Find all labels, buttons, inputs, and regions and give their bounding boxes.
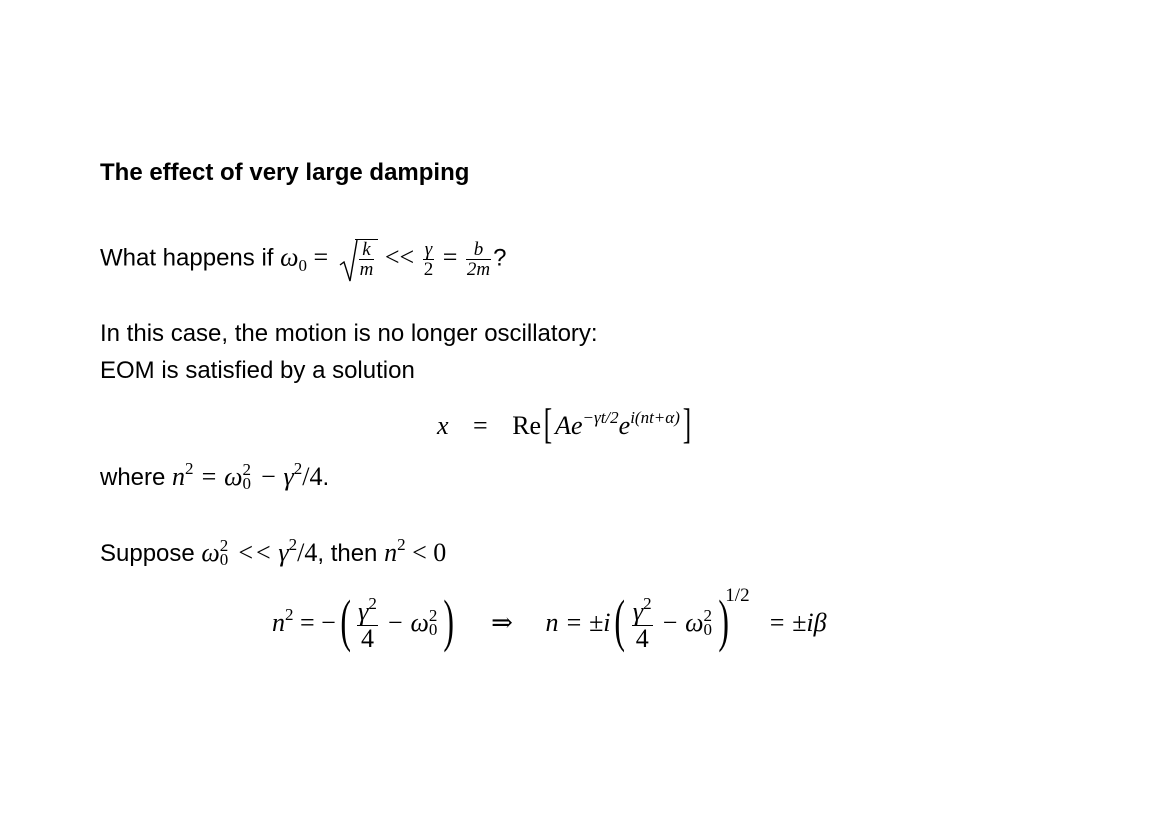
frac-b: b bbox=[466, 240, 491, 260]
eqn-gamma-sq-2: 2 bbox=[643, 593, 652, 613]
eq-x-ae: Ae bbox=[555, 410, 583, 440]
where-eq-omega: = ω bbox=[193, 462, 243, 491]
eqn-gamma-2: γ bbox=[632, 596, 644, 626]
suppose-lt-zero: < 0 bbox=[405, 538, 447, 567]
suppose-omega: ω bbox=[201, 538, 220, 567]
paragraph-1: In this case, the motion is no longer oscillatory: bbox=[100, 320, 598, 347]
question-prefix: What happens if bbox=[100, 244, 281, 272]
where-omega-sub: 0 bbox=[242, 473, 251, 493]
eqn-omega-supsub-2 bbox=[703, 606, 712, 639]
frac-2m: 2m bbox=[466, 258, 491, 280]
suppose-line bbox=[100, 535, 447, 569]
eqn-omega-supsub bbox=[428, 606, 438, 639]
suppose-then: , then bbox=[317, 540, 385, 567]
eqn-gamma-sq: 2 bbox=[368, 593, 377, 613]
frac-m: m bbox=[359, 259, 374, 280]
frac-gamma: γ bbox=[424, 238, 433, 260]
solution-equation bbox=[437, 402, 694, 449]
right-paren-2: ) bbox=[718, 588, 729, 653]
eqn-n-sq: 2 bbox=[285, 604, 294, 624]
radical-sign-icon bbox=[339, 239, 359, 283]
suppose-gamma-sq: 2 bbox=[288, 535, 298, 554]
suppose-prefix: Suppose bbox=[100, 540, 202, 567]
omega-symbol: ω bbox=[280, 242, 299, 272]
eqn-omega-sub: 0 bbox=[428, 620, 438, 639]
eqn-four: 4 bbox=[361, 623, 375, 653]
where-omega-sq: 2 bbox=[242, 459, 251, 479]
where-div4: /4 bbox=[302, 462, 323, 491]
suppose-n: n bbox=[384, 538, 398, 567]
suppose-div4: /4 bbox=[297, 538, 318, 567]
eqn-gamma: γ bbox=[358, 596, 369, 626]
equals-sign-2: = bbox=[436, 242, 464, 272]
much-less-sign: << bbox=[378, 242, 421, 272]
eqn-n2: n bbox=[545, 607, 559, 637]
n-squared-equation bbox=[272, 584, 827, 654]
eq-x-e: e bbox=[618, 410, 631, 440]
suppose-omega-sq: 2 bbox=[219, 535, 229, 555]
suppose-omega-supsub bbox=[219, 535, 229, 569]
where-gamma-sq: 2 bbox=[293, 459, 303, 478]
sqrt-k-over-m bbox=[339, 239, 379, 279]
left-bracket: [ bbox=[543, 402, 553, 448]
eqn-omega-sub-2: 0 bbox=[703, 620, 712, 639]
eq-x-lhs: x bbox=[437, 410, 449, 440]
where-n-sq: 2 bbox=[185, 459, 194, 478]
slide-title: The effect of very large damping bbox=[100, 159, 470, 186]
eqn-minus-omega: − ω bbox=[379, 607, 429, 637]
paragraph-2: EOM is satisfied by a solution bbox=[100, 357, 415, 384]
right-paren-1: ) bbox=[443, 588, 455, 653]
eqn-omega-sq: 2 bbox=[428, 606, 438, 625]
suppose-ll-gamma: << γ bbox=[230, 538, 289, 567]
equals-sign: = bbox=[306, 242, 335, 272]
eqn-half-power: 1/2 bbox=[725, 584, 750, 606]
where-line bbox=[100, 459, 330, 493]
eqn-eq-minus: = − bbox=[293, 607, 336, 637]
eqn-n: n bbox=[272, 607, 285, 637]
eqn-pm-i: = ±i bbox=[558, 607, 611, 637]
eq-x-exp1: −γt/2 bbox=[582, 407, 619, 427]
eq-x-exp2: i(nt+α) bbox=[630, 407, 680, 427]
where-dot: . bbox=[322, 464, 330, 491]
eqn-omega-sq-2: 2 bbox=[703, 606, 712, 625]
where-minus-gamma: − γ bbox=[252, 462, 294, 491]
frac-two: 2 bbox=[423, 258, 434, 280]
right-bracket: ] bbox=[682, 402, 692, 448]
question-line bbox=[100, 239, 506, 279]
suppose-n-sq: 2 bbox=[397, 535, 406, 554]
eqn-result: = ±iβ bbox=[768, 607, 827, 637]
left-paren-2: ( bbox=[614, 588, 626, 653]
where-prefix: where bbox=[100, 464, 173, 491]
frac-k: k bbox=[359, 240, 375, 260]
suppose-omega-sub: 0 bbox=[219, 549, 229, 569]
eqn-minus-omega-2: − ω bbox=[654, 607, 704, 637]
left-paren-1: ( bbox=[340, 588, 351, 653]
question-mark: ? bbox=[493, 244, 507, 272]
eqn-four-2: 4 bbox=[635, 623, 649, 653]
eq-x-equals: = bbox=[473, 410, 488, 440]
omega-subscript: 0 bbox=[298, 256, 307, 276]
eq-x-re: Re bbox=[512, 410, 542, 440]
where-omega-supsub bbox=[242, 459, 251, 493]
where-n: n bbox=[172, 462, 186, 491]
implies-arrow: ⇒ bbox=[491, 607, 513, 637]
